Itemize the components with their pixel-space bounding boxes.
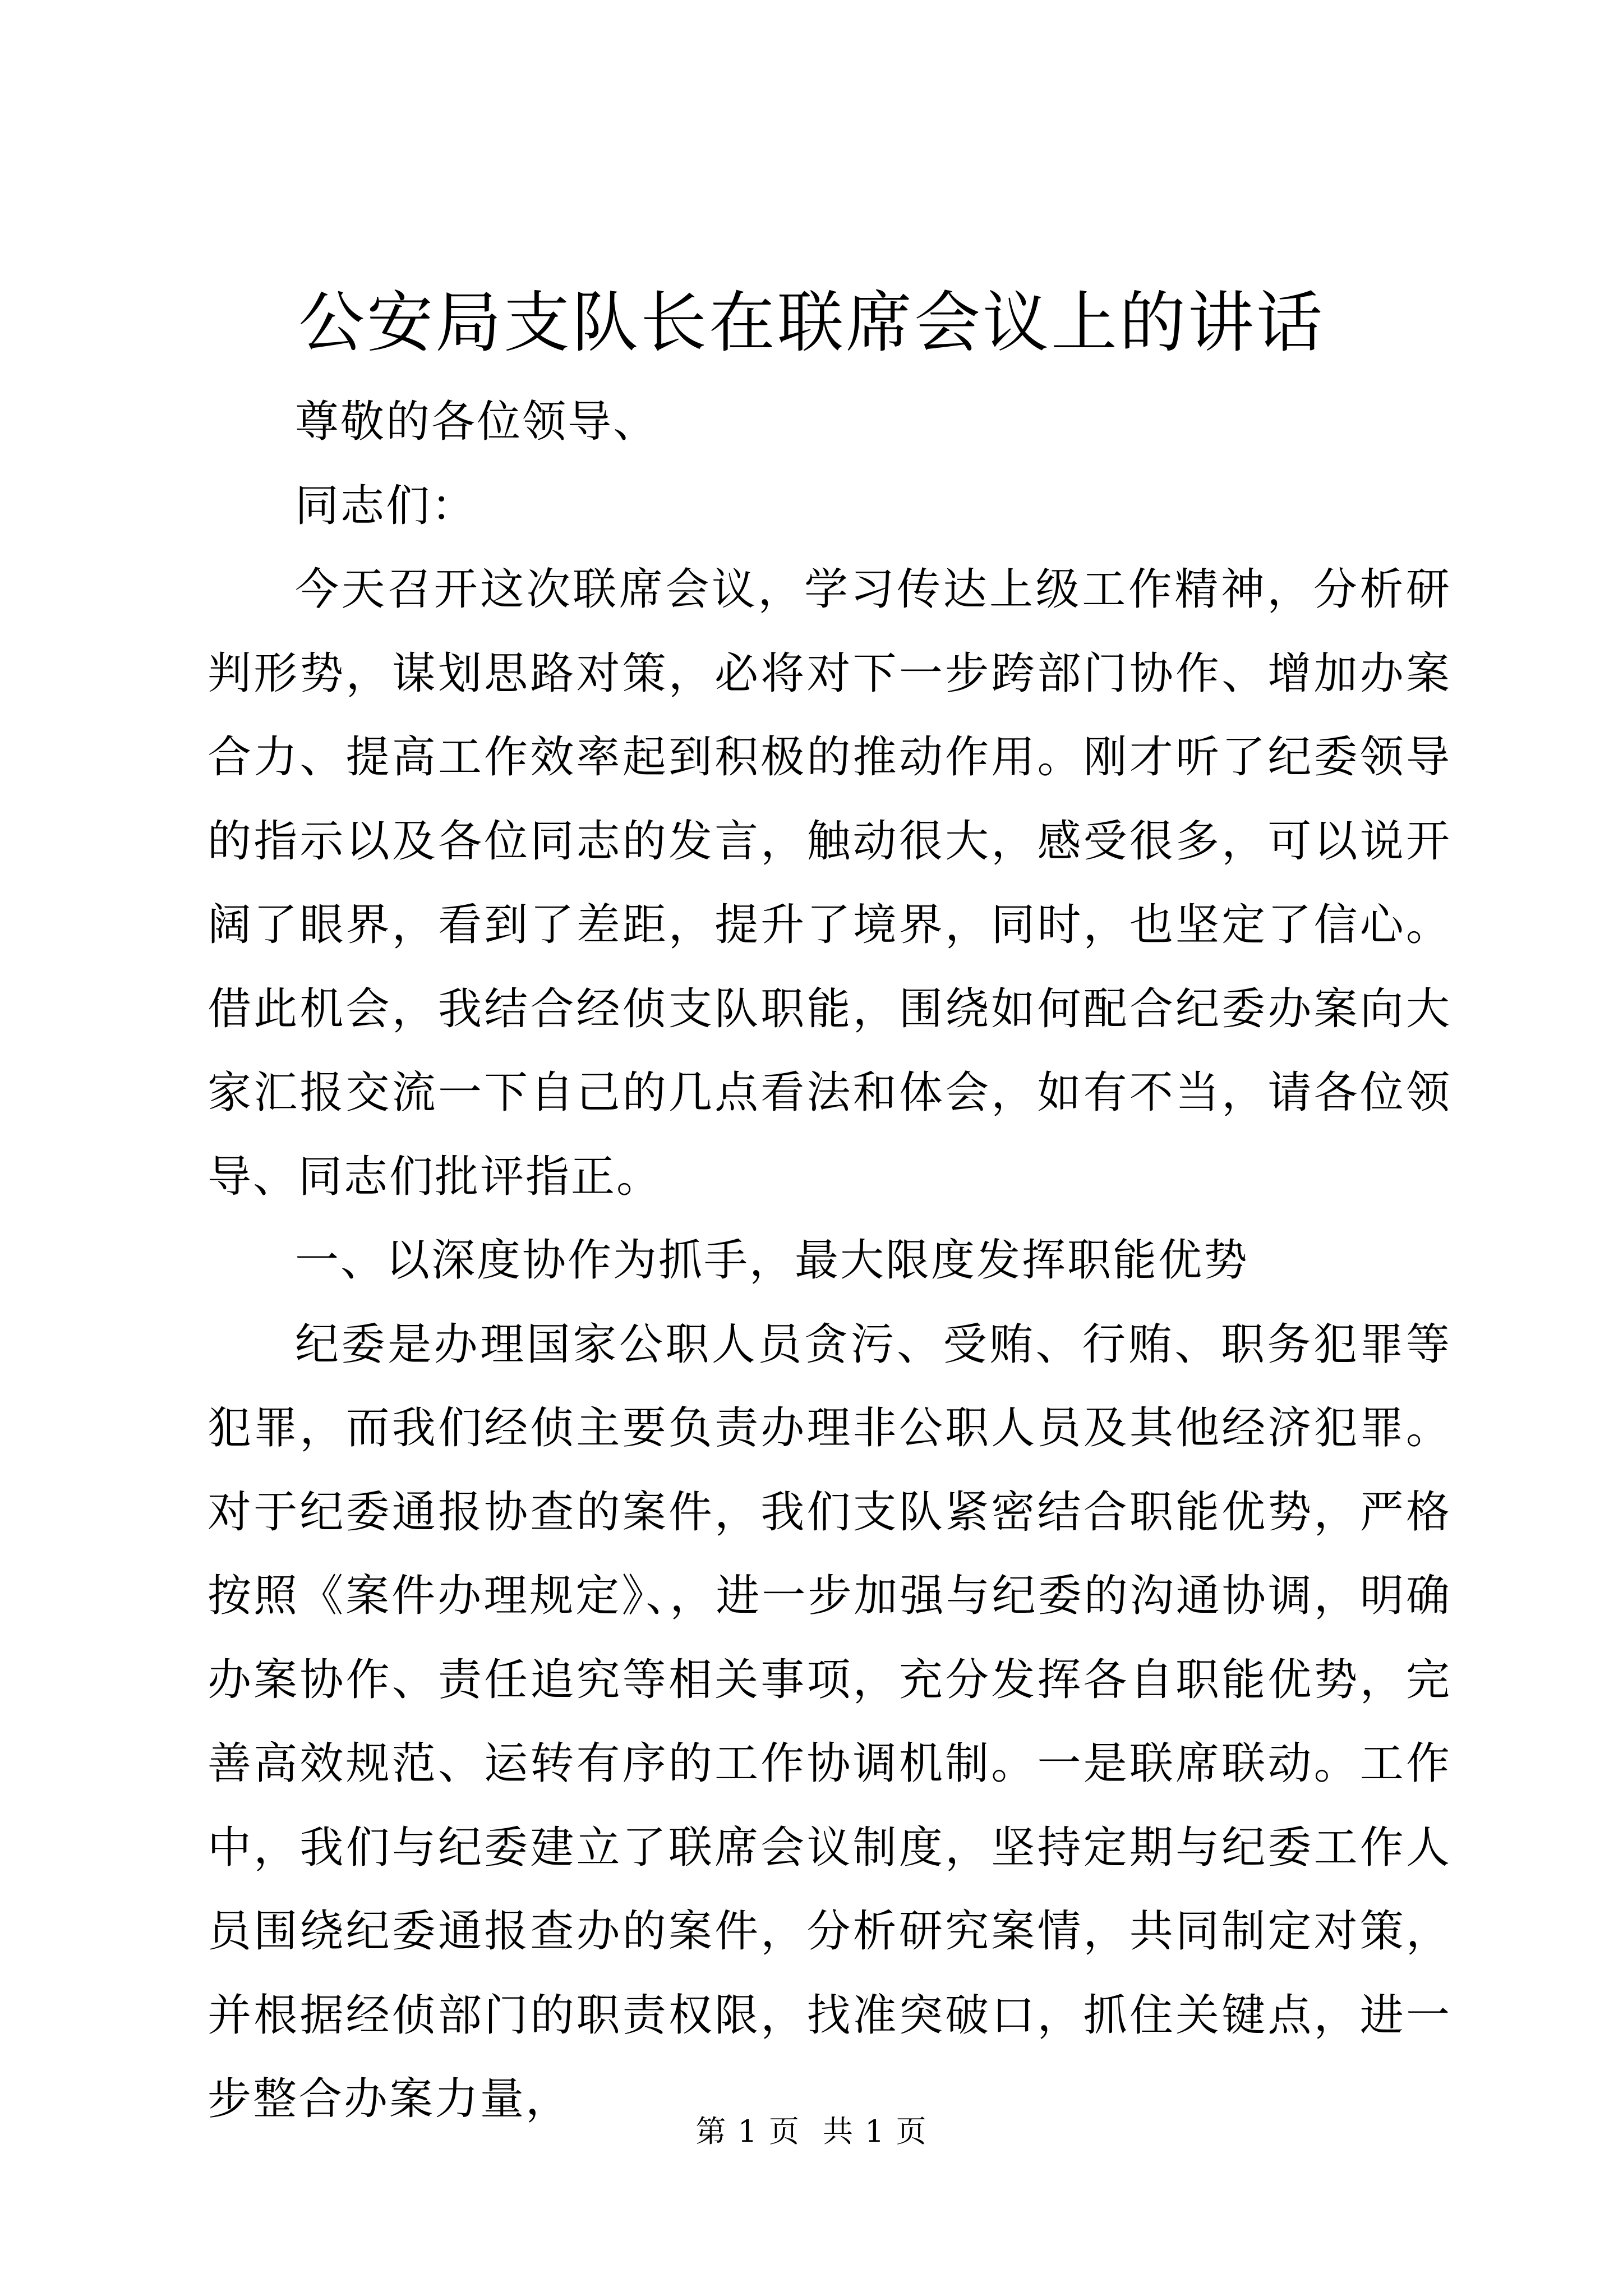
section-1-paragraph: 纪委是办理国家公职人员贪污、受贿、行贿、职务犯罪等犯罪，而我们经侦主要负责办理非公职人员及其他经济犯罪。对于纪委通报协查的案件，我们支队紧密结合职能优势，严格按照《案件办理规定》、，进一步加强与纪委的沟通协调，明确办案协作、责任追究等相关事项，充分发挥各自职能优势，完善高效规范、运转有序的工作协调机制。一是联席联动。工作中，我们与纪委建立了联席会议制度，坚持定期与纪委工作人员围绕纪委通报查办的案件，分析研究案情，共同制定对策，并根据经侦部门的职责权限，找准突破口，抓住关键点，进一步整合办案力量， — [208, 1319, 1451, 2124]
section-heading-1: 一、以深度协作为抓手，最大限度发挥职能优势 — [295, 1235, 1249, 1286]
page-footer — [0, 2112, 1623, 2151]
document-title: 公安局支队长在联席会议上的讲话 — [298, 284, 1325, 361]
document-body — [208, 380, 1451, 2142]
salutation-line-2: 同志们： — [295, 480, 477, 531]
salutation-line-1: 尊敬的各位领导、 — [295, 397, 659, 447]
page-number-current: 第 1 页 — [695, 2114, 800, 2149]
page-number-total: 共 1 页 — [823, 2114, 928, 2149]
opening-paragraph: 今天召开这次联席会议，学习传达上级工作精神，分析研判形势，谋划思路对策，必将对下一步跨部门协作、增加办案合力、提高工作效率起到积极的推动作用。刚才听了纪委领导的指示以及各位同志的发言，触动很大，感受很多，可以说开阔了眼界，看到了差距，提升了境界，同时，也坚定了信心。借此机会，我结合经侦支队职能，围绕如何配合纪委办案向大家汇报交流一下自己的几点看法和体会，如有不当，请各位领导、同志们批评指正。 — [208, 564, 1451, 1202]
